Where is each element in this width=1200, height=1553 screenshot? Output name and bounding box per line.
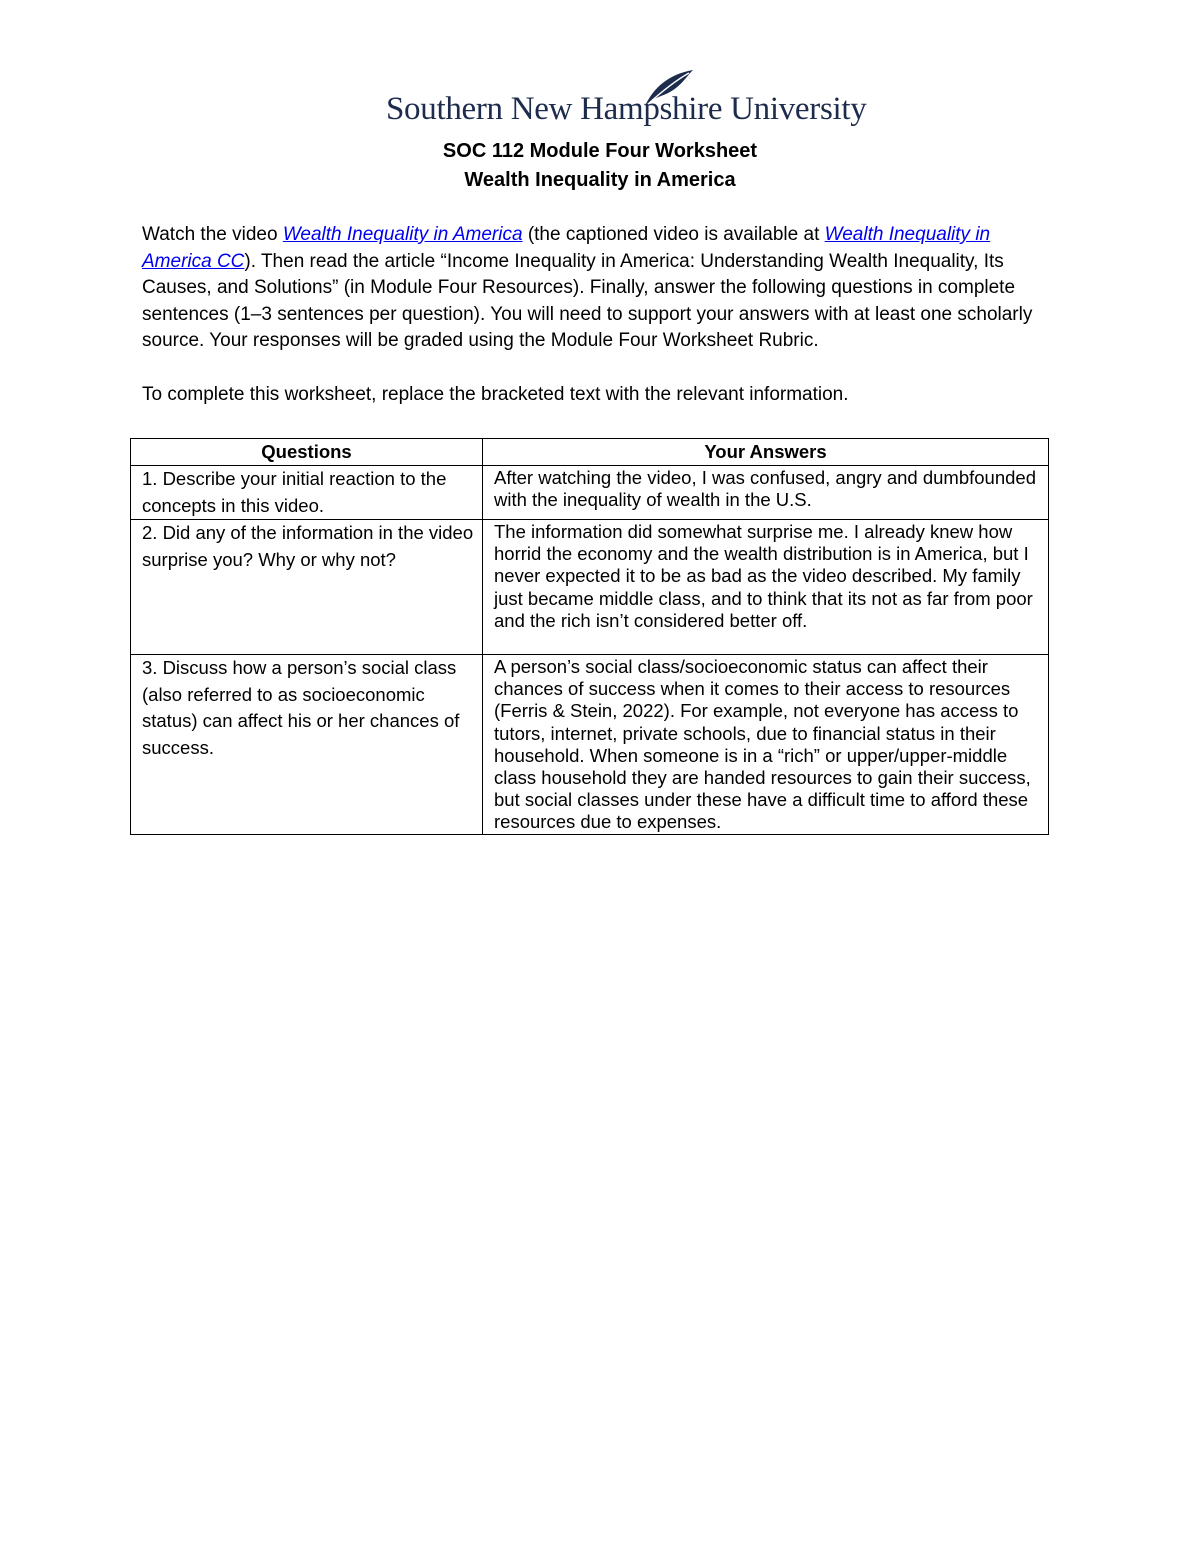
worksheet-subtitle: Wealth Inequality in America	[464, 169, 736, 191]
instruction-paragraph: To complete this worksheet, replace the bracketed text with the relevant information.	[142, 384, 849, 405]
worksheet-title: SOC 112 Module Four Worksheet	[442, 140, 758, 162]
answer-cell[interactable]: A person’s social class/socioeconomic status can affect their chances of success when it comes to their access to resources (Ferris & Stein, 2022). For example, not everyone has access to tutors, internet, private schools, due to financial status in their household. When someone is in a “rich” or upper/upper-middle class household they are handed resources to gain their success, but social classes under these have a difficult time to afford these resources due to expenses.	[483, 655, 1049, 835]
intro-text-2: (the captioned video is available at	[522, 224, 825, 245]
table-row	[131, 655, 1049, 835]
question-cell: 1. Describe your initial reaction to the concepts in this video.	[131, 466, 483, 520]
question-cell: 2. Did any of the information in the video surprise you? Why or why not?	[131, 520, 483, 655]
worksheet-table	[130, 438, 1049, 835]
table-header-row	[131, 439, 1049, 466]
intro-text-1: Watch the video	[142, 224, 283, 245]
answers-header: Your Answers	[483, 439, 1049, 466]
captioned-video-link[interactable]: Wealth Inequality in America CC	[142, 224, 991, 272]
answer-cell[interactable]: After watching the video, I was confused, angry and dumbfounded with the inequality of wealth in the U.S.	[483, 466, 1049, 520]
table-row	[131, 466, 1049, 520]
logo-wordmark: Southern New Hampshire University	[386, 91, 867, 127]
table-row	[131, 520, 1049, 655]
answer-cell[interactable]: The information did somewhat surprise me. I already knew how horrid the economy and the wealth distribution is in America, but I never expected it to be as bad as the video described. My family just became middle class, and to think that its not as far from poor and the rich isn’t considered better off.	[483, 520, 1049, 655]
intro-text-3: ). Then read the article “Income Inequality in America: Understanding Wealth Inequality, Its Causes, and Solutions” (in Module Four Resources). Finally, answer the following questions in complete sentences (1–3 sentences per question). You will need to support your answers with at least one scholarly source. Your responses will be graded using the Module Four Worksheet Rubric.	[142, 250, 1033, 351]
questions-header: Questions	[131, 439, 483, 466]
question-cell: 3. Discuss how a person’s social class (also referred to as socioeconomic status) can affect his or her chances of success.	[131, 655, 483, 835]
video-link[interactable]: Wealth Inequality in America	[282, 224, 523, 245]
university-logo	[386, 68, 867, 134]
intro-paragraph	[142, 222, 1052, 355]
